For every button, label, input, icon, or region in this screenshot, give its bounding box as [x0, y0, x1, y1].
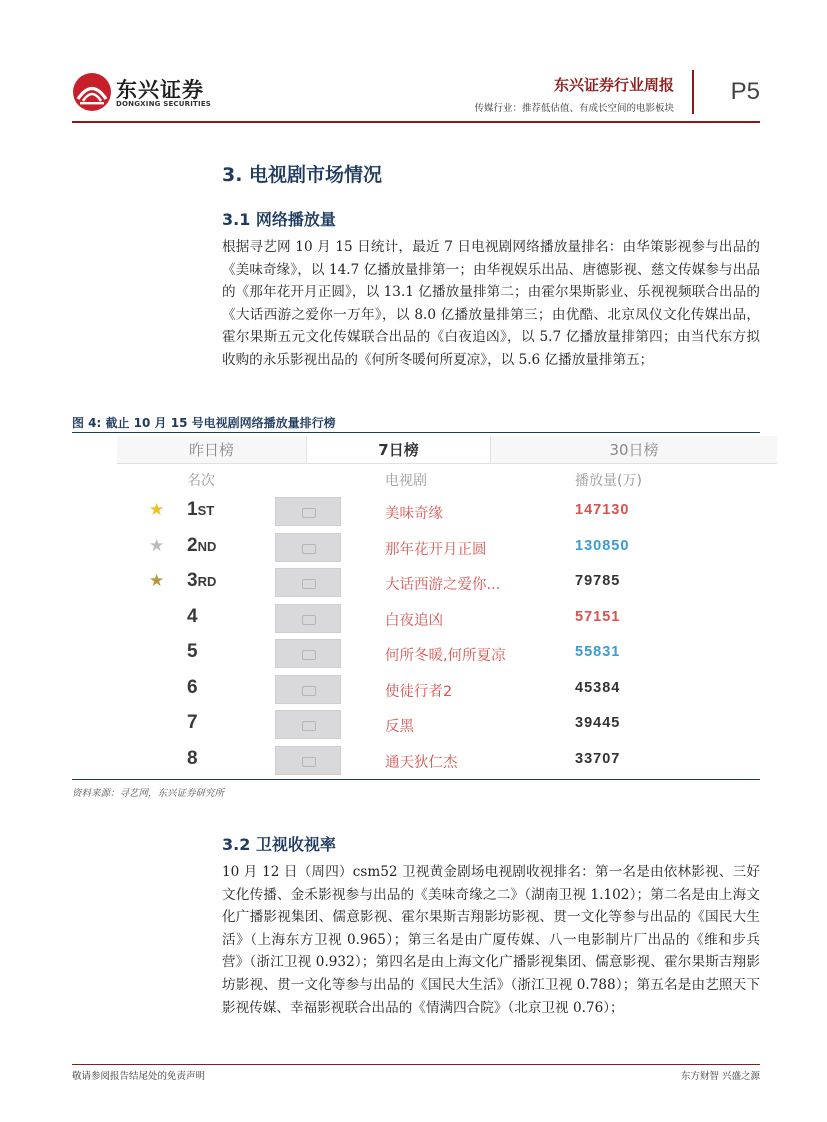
column-series: 电视剧 — [385, 473, 427, 489]
company-name-cn: 东兴证券 — [116, 78, 204, 102]
company-name-en: DONGXING SECURITIES — [116, 100, 212, 108]
series-title: 通天狄仁杰 — [385, 754, 458, 771]
medal-star-icon: ★ — [149, 571, 165, 591]
rank-number — [187, 570, 216, 592]
rank-digit: 7 — [187, 712, 198, 733]
page-header — [72, 68, 760, 120]
ranking-row — [117, 743, 777, 778]
view-count: 130850 — [575, 537, 630, 554]
rank-digit: 4 — [187, 605, 198, 627]
report-subtitle: 传媒行业：推荐低估值、有成长空间的电影板块 — [474, 103, 674, 114]
page-number: P5 — [730, 78, 760, 105]
dongxing-logo-icon — [72, 72, 112, 112]
rank-number — [187, 748, 198, 770]
series-title: 反黑 — [385, 719, 414, 735]
rank-digit: 3 — [187, 570, 198, 591]
ranking-column-headers — [117, 466, 777, 492]
header-rule — [72, 121, 760, 123]
rank-suffix: ND — [197, 538, 217, 554]
footer-slogan: 东方财智 兴盛之源 — [680, 1071, 760, 1082]
ranking-row — [117, 565, 777, 600]
view-count: 45384 — [575, 679, 621, 696]
rank-digit: 6 — [187, 676, 198, 698]
series-title: 美味奇缘 — [385, 506, 443, 522]
figure-rule-bottom — [72, 779, 760, 780]
paragraph-tv-ratings: 10 月 12 日（周四）csm52 卫视黄金剧场电视剧收视排名：第一名是由依林影视、三好文化传播、金禾影视参与出品的《美味奇缘之二》（湖南卫视 1.102）；第二名是由上海文化广播影视集团、儒意影视、霍尔果斯吉翔影坊影视、贯一文化等参与出品的《国民大生活》（上海东方卫视 0.965）；第三名是由广厦传媒、八一电影制片厂出品的《维和步兵营》（浙江卫视 0.932）；第四名是由上海文化广播影视集团、儒意影视、霍尔果斯吉翔影坊影视、贯一文化等参与出品的《国民大生活》（浙江卫视 0.788）；第五名是由艺照天下影视传媒、幸福影视联合出品的《情满四合院》（北京卫视 0.76）； — [222, 864, 760, 1016]
poster-placeholder-icon — [275, 604, 341, 633]
rank-number — [187, 677, 198, 699]
rank-digit: 5 — [187, 641, 198, 662]
company-logo — [72, 72, 212, 112]
rank-number — [187, 641, 198, 663]
poster-placeholder-icon — [275, 533, 341, 562]
subsection-title-online-views: 3.1 网络播放量 — [222, 210, 336, 229]
ranking-row — [117, 672, 777, 707]
ranking-row — [117, 707, 777, 742]
tab-yesterday: 昨日榜 — [117, 436, 307, 463]
rank-suffix: ST — [197, 503, 215, 518]
section-title: 3. 电视剧市场情况 — [222, 164, 383, 186]
view-count: 57151 — [575, 608, 621, 625]
column-rank: 名次 — [187, 473, 215, 489]
paragraph-online-views: 根据寻艺网 10 月 15 日统计，最近 7 日电视剧网络播放量排名：由华策影视参与出品的《美味奇缘》，以 14.7 亿播放量排第一；由华视娱乐出品、唐德影视、慈文传媒参与出品的《那年花开月正圆》，以 13.1 亿播放量排第二；由霍尔果斯影业、乐视视频联合出品的《大话西游之爱你一万年》，以 8.0 亿播放量排第三；由优酷、北京凤仪文化传媒出品，霍尔果斯五元文化传媒联合出品的《白夜追凶》，以 5.7 亿播放量排第四；由当代东方拟收购的永乐影视出品的《何所冬暖何所夏凉》，以 5.6 亿播放量排第五； — [222, 239, 760, 368]
figure-rule-top — [72, 432, 760, 433]
view-count: 147130 — [575, 502, 630, 518]
rank-digit: 1 — [187, 499, 198, 520]
ranking-row — [117, 530, 777, 565]
series-title: 何所冬暖,何所夏凉 — [385, 648, 506, 664]
series-title: 使徒行者2 — [385, 683, 453, 700]
rank-suffix: RD — [197, 574, 217, 589]
rank-digit: 2 — [187, 534, 198, 556]
ranking-row — [117, 494, 777, 529]
poster-placeholder-icon — [275, 710, 341, 739]
rank-number — [187, 499, 214, 521]
poster-placeholder-icon — [275, 497, 341, 526]
tab-30-day: 30日榜 — [491, 436, 777, 463]
view-count: 55831 — [575, 644, 621, 660]
view-count: 33707 — [575, 750, 621, 767]
subsection-title-tv-ratings: 3.2 卫视收视率 — [222, 835, 336, 854]
rank-number — [187, 712, 198, 734]
rank-number — [187, 606, 198, 628]
header-divider — [692, 70, 694, 114]
poster-placeholder-icon — [275, 568, 341, 597]
ranking-tabs — [117, 436, 777, 464]
tab-7-day: 7日榜 — [307, 436, 491, 463]
series-title: 那年花开月正圆 — [385, 541, 487, 558]
poster-placeholder-icon — [275, 746, 341, 775]
footer-disclaimer: 敬请参阅报告结尾处的免责声明 — [72, 1071, 206, 1082]
rank-number — [187, 535, 216, 557]
medal-star-icon: ★ — [149, 500, 165, 520]
view-count: 79785 — [575, 573, 621, 589]
report-title: 东兴证券行业周报 — [553, 76, 674, 94]
poster-placeholder-icon — [275, 639, 341, 668]
poster-placeholder-icon — [275, 675, 341, 704]
ranking-table-image — [117, 436, 777, 776]
series-title: 大话西游之爱你... — [385, 577, 501, 593]
figure-caption: 图 4: 截止 10 月 15 号电视剧网络播放量排行榜 — [72, 416, 336, 430]
figure-source: 资料来源：寻艺网，东兴证券研究所 — [72, 788, 225, 799]
view-count: 39445 — [575, 715, 621, 731]
footer-rule — [72, 1064, 760, 1065]
ranking-row — [117, 601, 777, 636]
series-title: 白夜追凶 — [385, 612, 443, 629]
column-views: 播放量(万) — [575, 473, 642, 489]
ranking-row — [117, 636, 777, 671]
medal-star-icon: ★ — [149, 535, 165, 556]
rank-digit: 8 — [187, 747, 198, 769]
